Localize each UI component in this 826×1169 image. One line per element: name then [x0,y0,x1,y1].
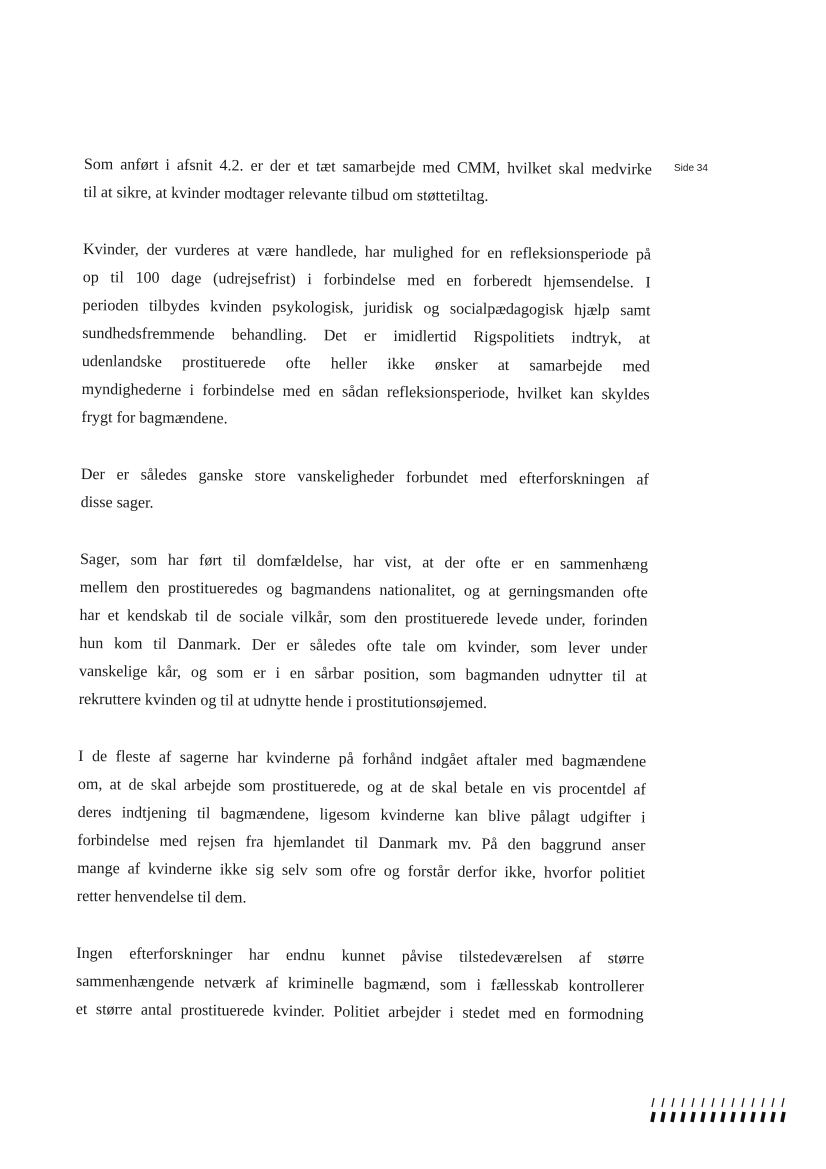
text-line: forbindelse med rejsen fra hjemlandet til Danmark mv. På den baggrund anser [77,831,646,855]
text-line: sammenhængende netværk af kriminelle bagmænd, som i fællesskab kontrollerer [75,972,645,996]
paragraph-6 [76,940,645,1029]
paragraph-2 [81,236,651,437]
barcode-stamp [648,1096,790,1124]
text-line: Ingen efterforskninger har endnu kunnet påvise tilstedeværelsen af større [76,944,645,968]
text-line: om, at de skal arbejde som prostituerede, og at de skal betale en vis procentdel af [77,775,646,799]
text-line: Der er således ganske store vanskeligheder forbundet med efterforskningen af [80,465,649,489]
text-line: sundhedsfremmende behandling. Det er imidlertid Rigspolitiets indtryk, at [82,324,651,348]
paragraph-3 [80,461,649,522]
body-text [75,151,652,1058]
text-line: perioden tilbydes kvinden psykologisk, juridisk og socialpædagogisk hjælp samt [82,296,651,320]
text-line: retter henvendelse til dem. [76,887,247,907]
paragraph-4 [79,546,649,719]
text-line: Sager, som har ført til domfældelse, har vist, at der ofte er en sammenhæng [79,550,649,574]
text-line: Som anført i afsnit 4.2. er der et tæt samarbejde med CMM, hvilket skal medvirke [83,155,652,179]
text-line: op til 100 dage (udrejsefrist) i forbindelse med en forberedt hjemsendelse. I [82,268,651,292]
text-line: mellem den prostitueredes og bagmandens nationalitet, og at gerningsmanden ofte [79,578,648,602]
text-line: til at sikre, at kvinder modtager relevante tilbud om støttetiltag. [83,183,489,205]
text-line: I de fleste af sagerne har kvinderne på forhånd indgået aftaler med bagmændene [78,747,647,771]
text-line: har et kendskab til de sociale vilkår, som den prostituerede levede under, forinden [79,606,648,630]
text-line: rekruttere kvinden og til at udnytte hende i prostitutionsøjemed. [78,690,488,712]
text-line: et større antal prostituerede kvinder. Politiet arbejder i stedet med en formodning [75,1000,644,1024]
text-line: udenlandske prostituerede ofte heller ikke ønsker at samarbejde med [81,352,651,376]
text-line: disse sager. [80,493,154,512]
text-line: frygt for bagmændene. [81,408,228,428]
paragraph-1 [83,151,652,212]
text-line: deres indtjening til bagmændene, ligesom kvinderne kan blive pålagt udgifter i [77,803,646,827]
paragraph-5 [77,743,647,916]
text-line: Kvinder, der vurderes at være handlede, har mulighed for en refleksionsperiode på [82,240,652,264]
text-line: vanskelige kår, og som er i en sårbar position, som bagmanden udnytter til at [78,662,648,686]
page-number: Side 34 [674,163,708,174]
text-line: mange af kvinderne ikke sig selv som ofre og forstår derfor ikke, hvorfor politiet [77,859,646,883]
text-line: myndighederne i forbindelse med en sådan refleksionsperiode, hvilket kan skyldes [81,380,650,404]
text-line: hun kom til Danmark. Der er således ofte tale om kvinder, som lever under [79,634,648,658]
